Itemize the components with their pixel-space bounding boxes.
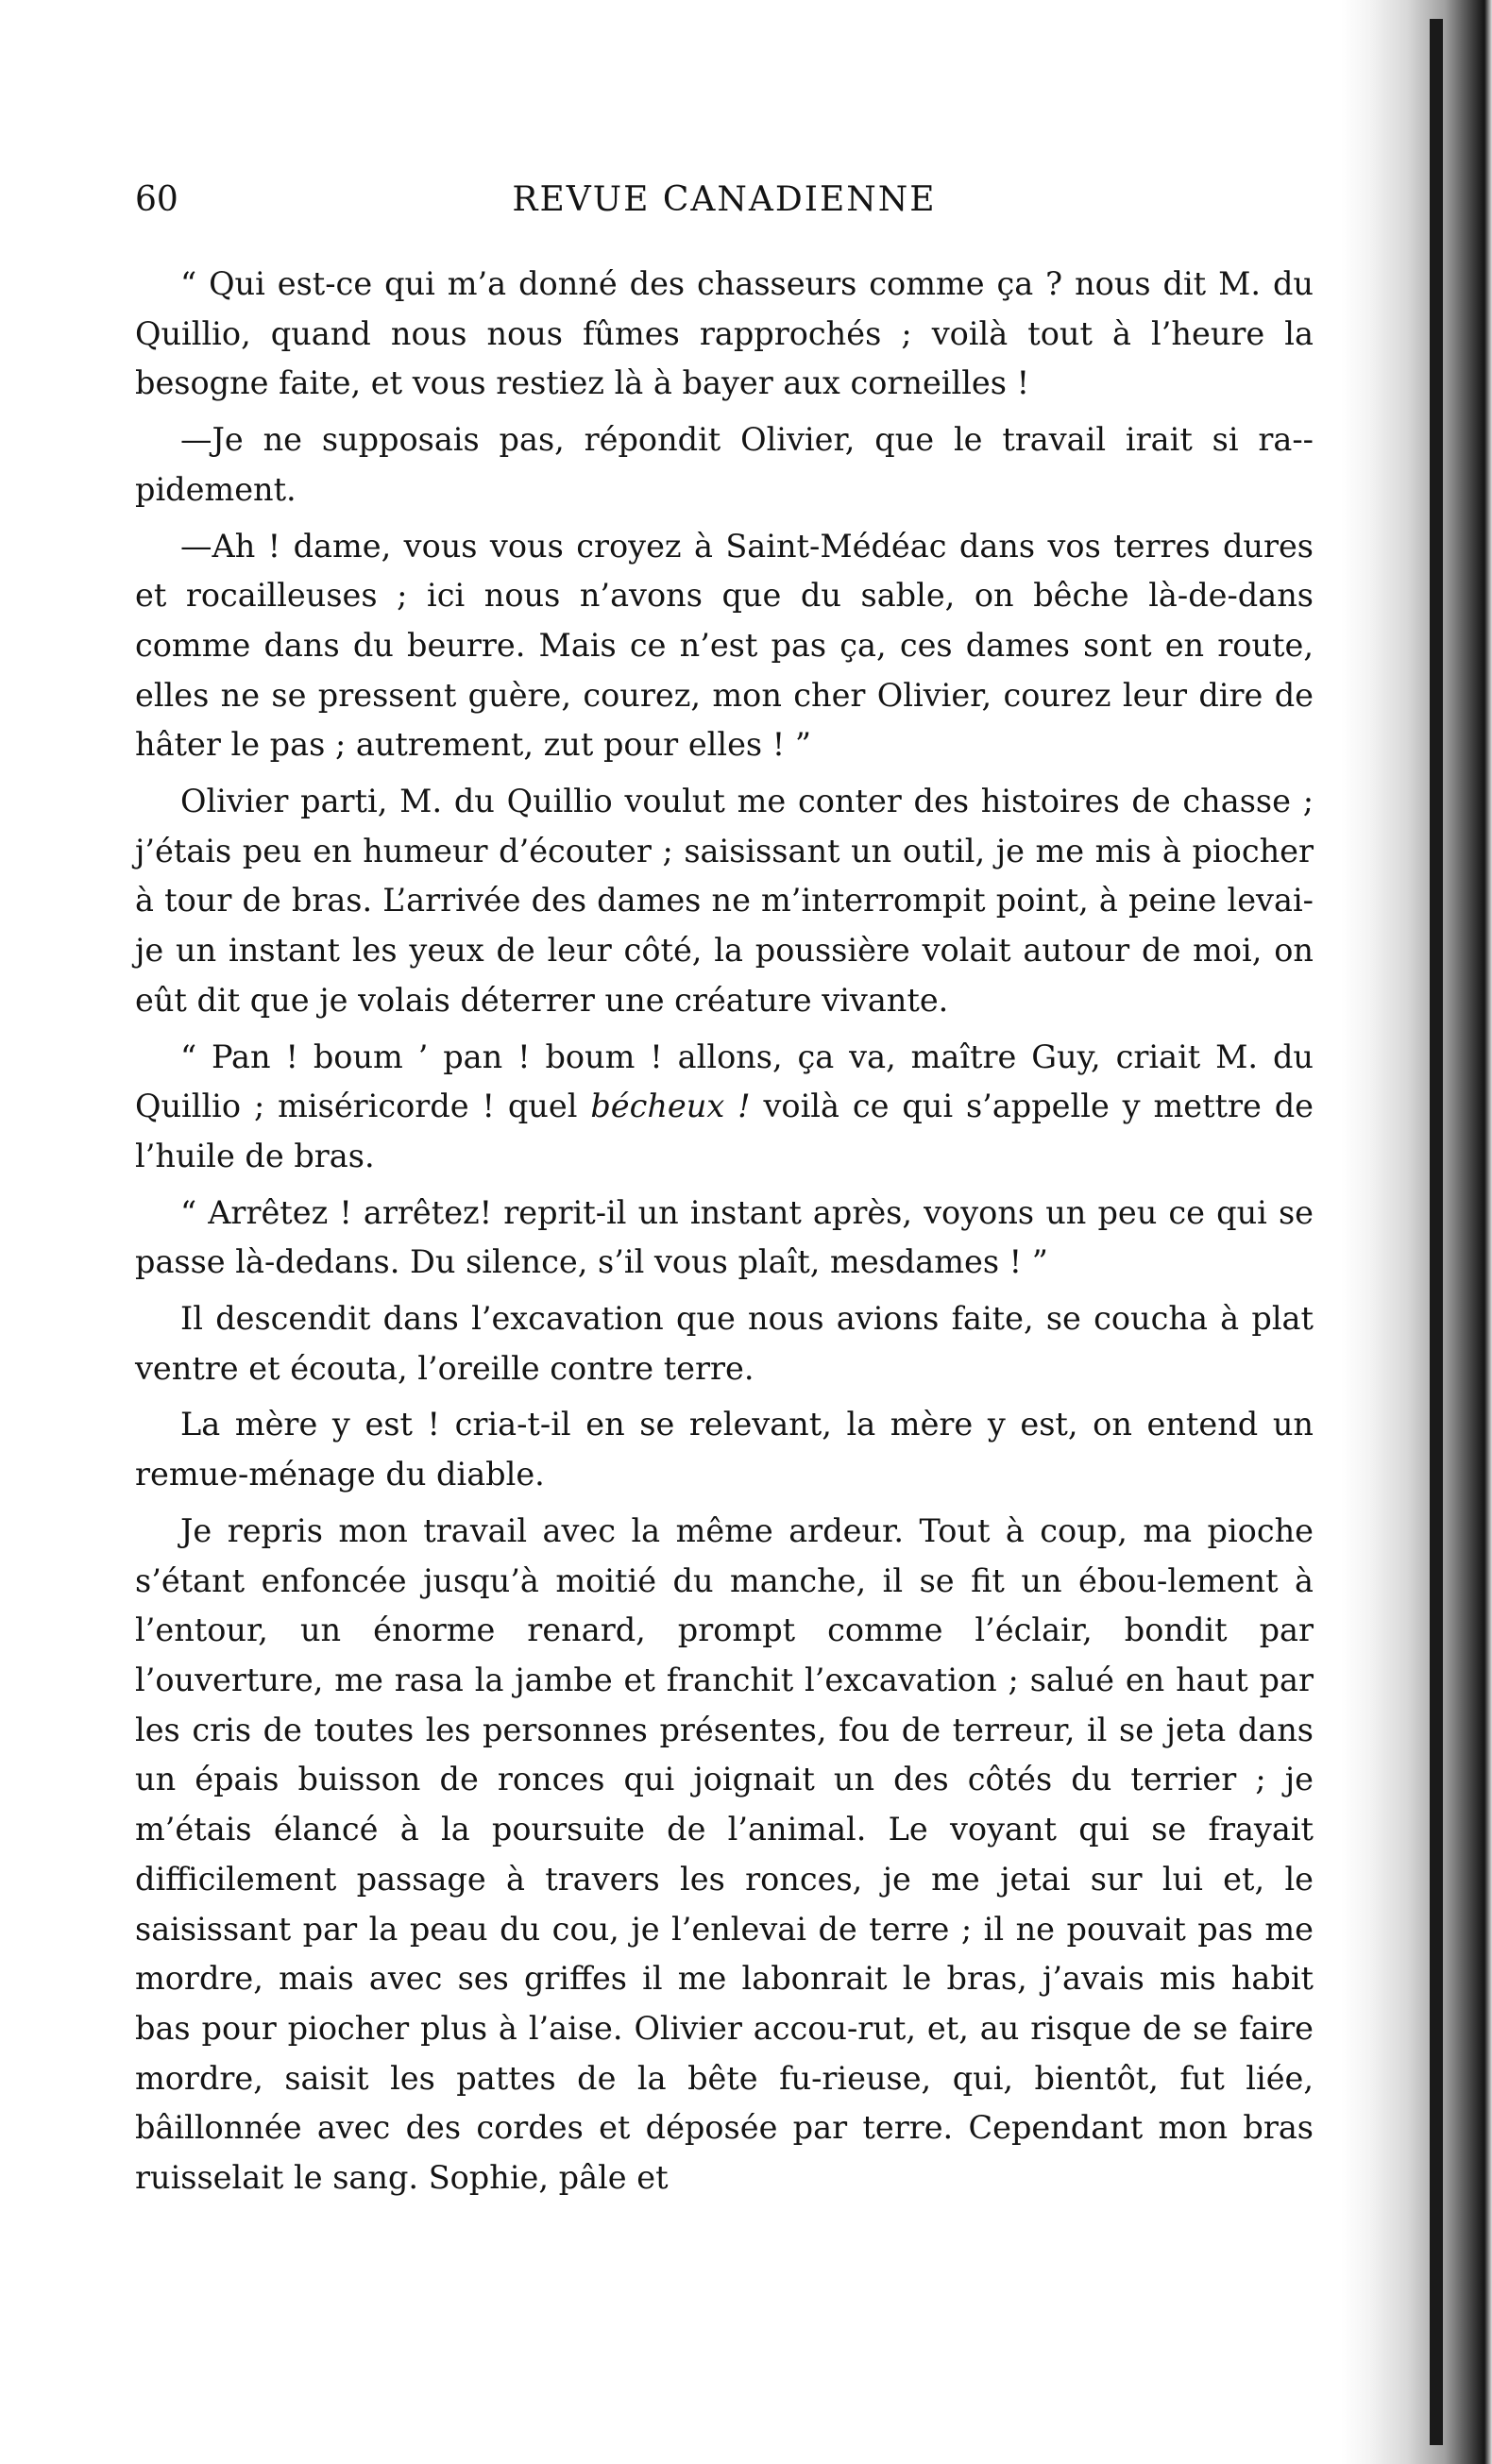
paragraph-4 [135,777,1314,1026]
paragraph-text: —Ah ! dame, vous vous croyez à Saint-Médéac dans vos terres dures et rocailleuses ; ici nous n’avons que du sable, on bêche là-de-dans comme dans du beurre. Mais ce n’est pas ça, ces dames sont en route, elles ne se pressent guère, courez, mon cher Olivier, courez leur dire de hâter le pas ; autrement, zut pour elles ! ” [135,527,1314,764]
paragraph-text: “ Pan ! boum ’ pan ! boum ! allons, ça va, maître Guy, criait M. du Quillio ; miséricorde ! quel [135,1038,1314,1125]
paragraph-1 [135,260,1314,409]
paragraph-2 [135,415,1314,515]
page-number: 60 [135,180,178,219]
binding-edge [1430,19,1443,2445]
paragraph-5 [135,1033,1314,1182]
paragraph-text: Il descendit dans l’excavation que nous avions faite, se coucha à plat ventre et écouta, l’oreille contre terre. [135,1300,1314,1387]
paragraph-text: —Je ne supposais pas, répondit Olivier, que le travail irait si ra-pidement. [135,421,1314,508]
paragraph-6 [135,1189,1314,1288]
italic-word: bécheux ! [590,1088,751,1125]
paragraph-text: La mère y est ! cria-t-il en se relevant, la mère y est, on entend un remue-ménage du diable. [135,1406,1314,1494]
paragraph-7 [135,1294,1314,1393]
journal-title: REVUE CANADIENNE [512,180,937,219]
paragraph-text: Olivier parti, M. du Quillio voulut me conter des histoires de chasse ; j’étais peu en humeur d’écouter ; saisissant un outil, je me mis à piocher à tour de bras. L’arrivée des dames ne m’interrompit point, à peine levai-je un instant les yeux de leur côté, la poussière volait autour de moi, on eût dit que je volais déterrer une créature vivante. [135,783,1314,1019]
paragraph-9 [135,1507,1314,2203]
paragraph-3 [135,522,1314,771]
body-text [135,260,1314,2210]
paragraph-text: “ Arrêtez ! arrêtez! reprit-il un instant après, voyons un peu ce qui se passe là-dedans. Du silence, s’il vous plaît, mesdames ! ” [135,1193,1314,1281]
running-head [135,176,1314,225]
paragraph-text: Je repris mon travail avec la même ardeur. Tout à coup, ma pioche s’étant enfoncée jusqu’à moitié du manche, il se fit un ébou-lement à l’entour, un énorme renard, prompt comme l’éclair, bondit par l’ouverture, me rasa la jambe et franchit l’excavation ; salué en haut par les cris de toutes les personnes présentes, fou de terreur, il se jeta dans un épais buisson de ronces qui joignait un des côtés du terrier ; je m’étais élancé à la poursuite de l’animal. Le voyant qui se frayait difficilement passage à travers les ronces, je me jetai sur lui et, le saisissant par la peau du cou, je l’enlevai de terre ; il ne pouvait pas me mordre, mais avec ses griffes il me labonrait le bras, j’avais mis habit bas pour piocher plus à l’aise. Olivier accou-rut, et, au risque de se faire mordre, saisit les pattes de la bête fu-rieuse, qui, bientôt, fut liée, bâillonnée avec des cordes et déposée par terre. Cependant mon bras ruisselait le sang. Sophie, pâle et [135,1511,1314,2197]
page-gutter-shadow [1341,0,1492,2464]
paragraph-text: “ Qui est-ce qui m’a donné des chasseurs comme ça ? nous dit M. du Quillio, quand nous nous fûmes rapprochés ; voilà tout à l’heure la besogne faite, et vous restiez là à bayer aux corneilles ! [135,265,1314,402]
paragraph-8 [135,1400,1314,1499]
paragraph-text: voilà ce qui s’appelle y mettre de l’huile de bras. [135,1088,1314,1174]
